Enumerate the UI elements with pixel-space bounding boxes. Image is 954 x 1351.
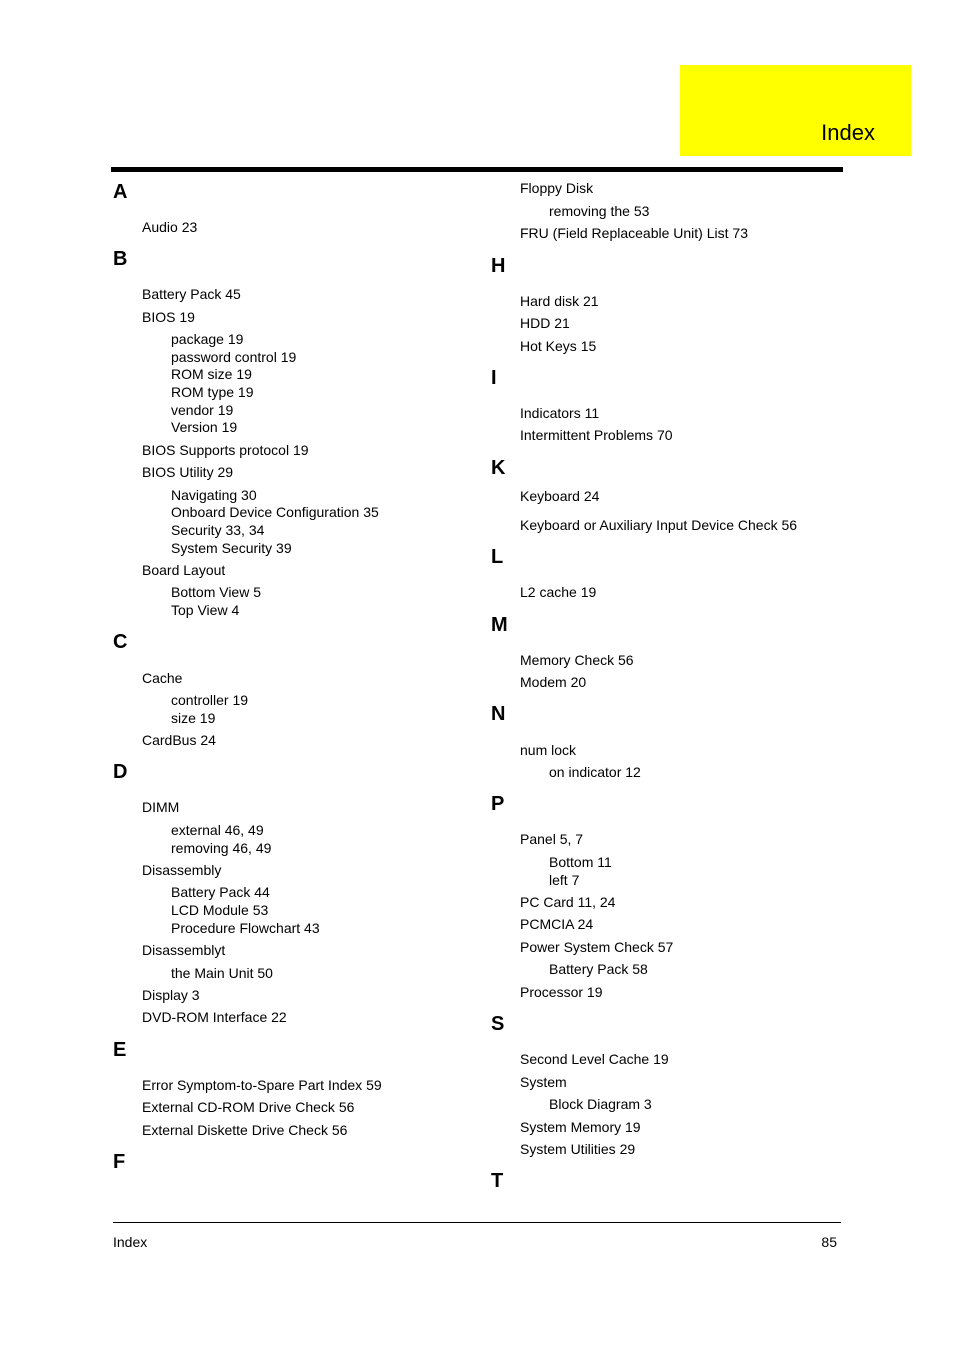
- index-entry: BIOS 19: [142, 309, 195, 325]
- index-subentry: external 46, 49: [171, 822, 264, 838]
- index-letter-heading: P: [491, 793, 505, 815]
- index-entry: Power System Check 57: [520, 939, 674, 955]
- index-entry: DVD-ROM Interface 22: [142, 1009, 287, 1025]
- index-entry: Hot Keys 15: [520, 338, 597, 354]
- index-entry: External CD-ROM Drive Check 56: [142, 1099, 355, 1115]
- index-subentry: size 19: [171, 710, 216, 726]
- index-entry: Cache: [142, 670, 183, 686]
- index-entry: Second Level Cache 19: [520, 1051, 669, 1067]
- index-entry: Keyboard or Auxiliary Input Device Check 56: [520, 517, 798, 533]
- index-entry: PC Card 11, 24: [520, 894, 616, 910]
- index-letter-heading: B: [113, 248, 128, 270]
- index-entry: System Utilities 29: [520, 1141, 636, 1157]
- index-subentry: Top View 4: [171, 602, 240, 618]
- index-entry: Indicators 11: [520, 405, 600, 421]
- index-letter-heading: E: [113, 1039, 127, 1061]
- index-entry: Disassembly: [142, 862, 222, 878]
- footer-section-name: Index: [113, 1234, 148, 1250]
- index-entry: Processor 19: [520, 984, 603, 1000]
- index-letter-heading: H: [491, 255, 506, 277]
- page-number: 85: [821, 1234, 837, 1250]
- index-subentry: password control 19: [171, 349, 297, 365]
- index-entry: Display 3: [142, 987, 200, 1003]
- index-letter-heading: S: [491, 1013, 505, 1035]
- index-subentry: Security 33, 34: [171, 522, 265, 538]
- index-subentry: removing 46, 49: [171, 840, 272, 856]
- page-title: Index: [821, 120, 875, 145]
- index-subentry: Bottom 11: [549, 854, 612, 870]
- index-entry: Hard disk 21: [520, 293, 599, 309]
- index-entry: Panel 5, 7: [520, 831, 584, 847]
- index-subentry: controller 19: [171, 692, 249, 708]
- index-subentry: Battery Pack 58: [549, 961, 648, 977]
- index-subentry: Bottom View 5: [171, 584, 262, 600]
- index-entry: System: [520, 1074, 567, 1090]
- index-entry: BIOS Utility 29: [142, 464, 234, 480]
- index-entry: Disassemblyt: [142, 942, 226, 958]
- index-entry: Board Layout: [142, 562, 226, 578]
- index-letter-heading: A: [113, 181, 128, 203]
- index-entry: L2 cache 19: [520, 584, 597, 600]
- index-entry: Modem 20: [520, 674, 587, 690]
- index-entry: PCMCIA 24: [520, 916, 594, 932]
- index-entry: External Diskette Drive Check 56: [142, 1122, 348, 1138]
- index-subentry: ROM type 19: [171, 384, 254, 400]
- index-subentry: LCD Module 53: [171, 902, 269, 918]
- index-entry: Keyboard 24: [520, 488, 600, 504]
- index-subentry: removing the 53: [549, 203, 650, 219]
- index-letter-heading: M: [491, 614, 508, 636]
- index-letter-heading: K: [491, 457, 506, 479]
- index-subentry: Navigating 30: [171, 487, 257, 503]
- index-letter-heading: D: [113, 761, 128, 783]
- index-entry: System Memory 19: [520, 1119, 641, 1135]
- index-letter-heading: I: [491, 367, 497, 389]
- index-subentry: Procedure Flowchart 43: [171, 920, 320, 936]
- index-entry: Audio 23: [142, 219, 198, 235]
- index-letter-heading: C: [113, 631, 128, 653]
- index-subentry: Onboard Device Configuration 35: [171, 504, 379, 520]
- index-entry: Intermittent Problems 70: [520, 427, 673, 443]
- index-entry: FRU (Field Replaceable Unit) List 73: [520, 225, 748, 241]
- index-entry: CardBus 24: [142, 732, 216, 748]
- index-entry: Battery Pack 45: [142, 286, 241, 302]
- index-subentry: package 19: [171, 331, 244, 347]
- index-letter-heading: F: [113, 1151, 126, 1173]
- index-subentry: the Main Unit 50: [171, 965, 273, 981]
- index-subentry: Version 19: [171, 419, 238, 435]
- footer-rule: [113, 1222, 841, 1223]
- index-entry: Floppy Disk: [520, 180, 594, 196]
- index-letter-heading: T: [491, 1170, 504, 1192]
- index-subentry: Block Diagram 3: [549, 1096, 652, 1112]
- index-letter-heading: L: [491, 546, 504, 568]
- index-entry: HDD 21: [520, 315, 570, 331]
- index-subentry: vendor 19: [171, 402, 234, 418]
- index-subentry: System Security 39: [171, 540, 292, 556]
- index-subentry: ROM size 19: [171, 366, 252, 382]
- index-subentry: left 7: [549, 872, 580, 888]
- index-subentry: on indicator 12: [549, 764, 641, 780]
- index-entry: DIMM: [142, 799, 180, 815]
- index-letter-heading: N: [491, 703, 506, 725]
- index-entry: Memory Check 56: [520, 652, 634, 668]
- index-entry: Error Symptom-to-Spare Part Index 59: [142, 1077, 382, 1093]
- index-subentry: Battery Pack 44: [171, 884, 270, 900]
- index-entry: BIOS Supports protocol 19: [142, 442, 309, 458]
- index-entry: num lock: [520, 742, 577, 758]
